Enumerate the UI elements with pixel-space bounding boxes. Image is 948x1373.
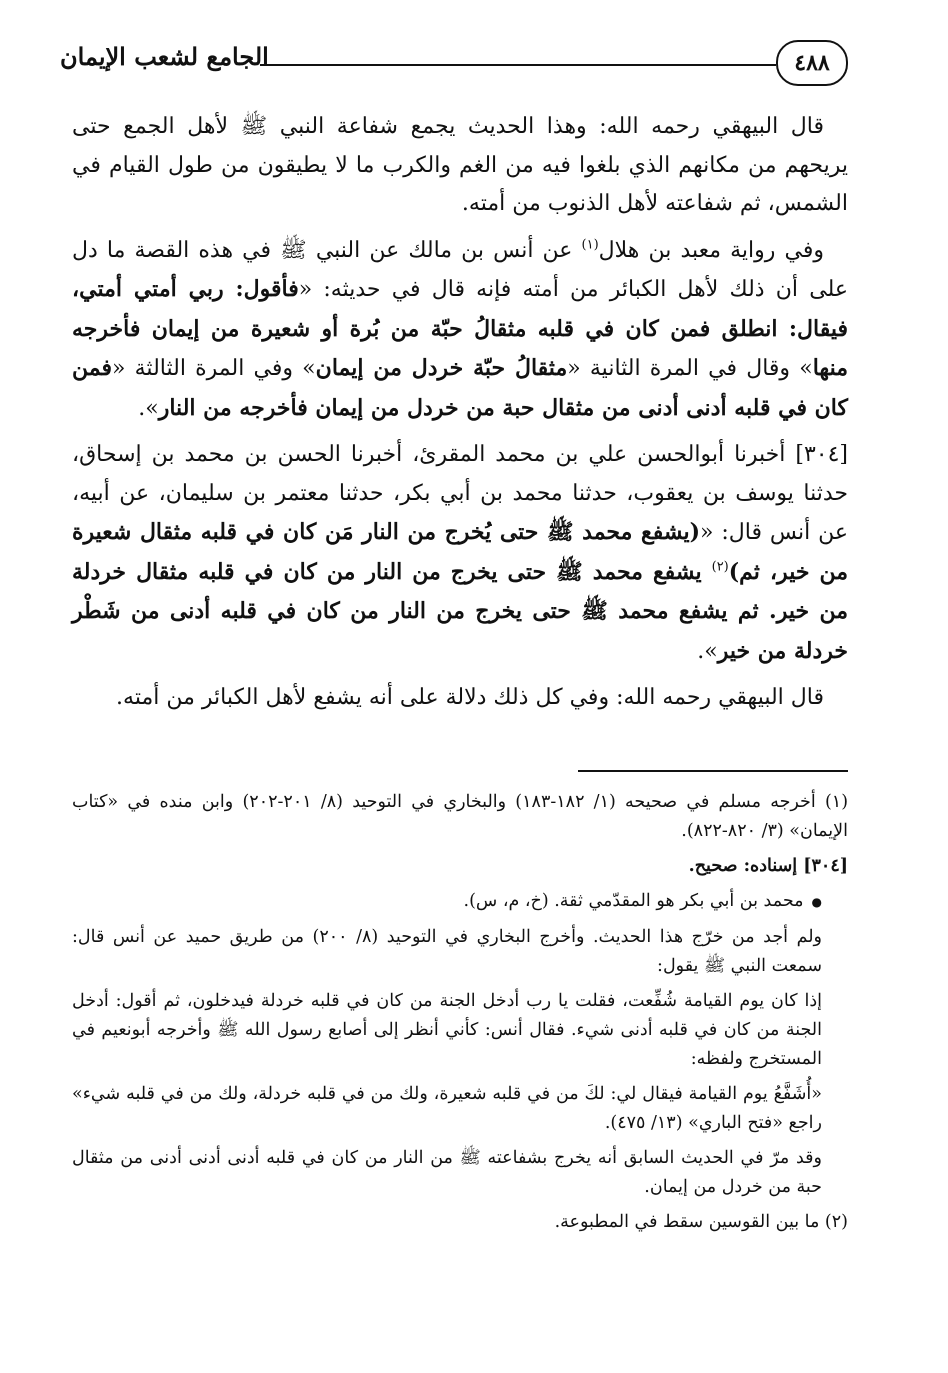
hadith-quote: (يشفع محمد ﷺ حتى يُخرج من النار مَن كان في قلبه مثقال شعيرة من خير، ثم) <box>72 519 848 585</box>
text-segment: » وفي المرة الثالثة « <box>111 356 316 381</box>
footnote-ref-1: (١) <box>581 237 599 253</box>
footnote-text-d: وقد مرّ في الحديث السابق أنه يخرج بشفاعته ﷺ من النار من كان في قلبه أدنى أدنى أدنى من مثقال حبة من خردل من إيمان. <box>72 1148 822 1197</box>
paragraph-2 <box>72 232 848 429</box>
header-rule <box>260 64 776 66</box>
page-number: ٤٨٨ <box>776 40 848 86</box>
footnote-text-a: ولم أجد من خرّج هذا الحديث. وأخرج البخاري في التوحيد (٨/ ٢٠٠) من طريق حميد عن أنس قال: سمعت النبي ﷺ يقول: <box>72 927 822 976</box>
footnote-text-c: «أُشَفَّعُ يوم القيامة فيقال لي: لكَ من في قلبه شعيرة، ولك من في قلبه خردلة، ولك من في قلبه شيء» راجع «فتح الباري» (١٣/ ٤٧٥). <box>72 1084 822 1133</box>
text-segment: ». <box>697 638 718 664</box>
text-segment: عن أنس بن مالك عن النبي ﷺ في هذه القصة ما دل على أن ذلك لأهل الكبائر من أمته فإنه قال في حديثه: « <box>72 237 848 302</box>
text-segment: وفي رواية معبد بن هلال <box>598 237 824 263</box>
hadith-quote: فمن كان في قلبه أدنى أدنى من مثقال حبة من خردل من إيمان فأخرجه من النار <box>72 355 848 421</box>
hadith-quote: يشفع محمد ﷺ حتى يخرج من النار من كان في قلبه مثقال خردلة من خير. ثم يشفع محمد ﷺ حتى يخرج من النار من كان في قلبه أدنى من شَطْر خردلة من خير <box>72 558 848 664</box>
hadith-quote: فأقول: ربي أمتي أمتي، فيقال: انطلق فمن كان في قلبه مثقالُ حبّة من بُرة أو شعيرة من إيمان فأخرجه منها <box>72 276 848 381</box>
footnote-rule <box>578 770 848 772</box>
footnote-text-b: إذا كان يوم القيامة شُفِّعت، فقلت يا رب أدخل الجنة من كان في قلبه خردلة فيدخلون، ثم أقول: أدخل الجنة من كان في قلبه أدنى شيء. فقال أنس: كأني أنظر إلى أصابع رسول الله ﷺ وأخرجه أبونعيم في المستخرج ولفظه: <box>72 991 822 1069</box>
footnotes <box>72 788 848 1243</box>
footnote-2: (٢) ما بين القوسين سقط في المطبوعة. <box>554 1212 848 1232</box>
text-segment: » وقال في المرة الثانية « <box>567 356 813 381</box>
footnote-1: (١) أخرجه مسلم في صحيحه (١/ ١٨٢-١٨٣) والبخاري في التوحيد (٨/ ٢٠١-٢٠٢) وابن منده في «كتاب الإيمان» (٣/ ٨٢٠-٨٢٢). <box>72 792 849 841</box>
footnote-bullet: ● محمد بن أبي بكر هو المقدّمي ثقة. (خ، م، س). <box>72 887 848 917</box>
paragraph-1: قال البيهقي رحمه الله: وهذا الحديث يجمع شفاعة النبي ﷺ لأهل الجمع حتى يريحهم من مكانهم الذي بلغوا فيه من الغم والكرب ما لا يطيقون من طول القيام في الشمس، ثم شفاعته لأهل الذنوب من أمته. <box>72 114 848 216</box>
isnad-grade: [٣٠٤] إسناده: صحيح. <box>688 856 848 876</box>
book-title: الجامع لشعب الإيمان <box>60 42 269 71</box>
footnote-ref-2: (٢) <box>711 559 729 575</box>
main-text <box>72 108 848 726</box>
page-header <box>60 40 848 92</box>
paragraph-4: قال البيهقي رحمه الله: وفي كل ذلك دلالة على أنه يشفع لأهل الكبائر من أمته. <box>116 685 824 710</box>
text-segment: ». <box>138 395 159 421</box>
paragraph-3 <box>72 436 848 671</box>
isnad-text: [٣٠٤] أخبرنا أبوالحسن علي بن محمد المقرئ، أخبرنا الحسن بن محمد بن إسحاق، حدثنا يوسف بن يعقوب، حدثنا محمد بن أبي بكر، حدثنا معتمر بن سليمان، عن أبيه، عن أنس قال: « <box>72 442 849 545</box>
hadith-quote: مثقالُ حبّة خردل من إيمان <box>315 355 568 381</box>
